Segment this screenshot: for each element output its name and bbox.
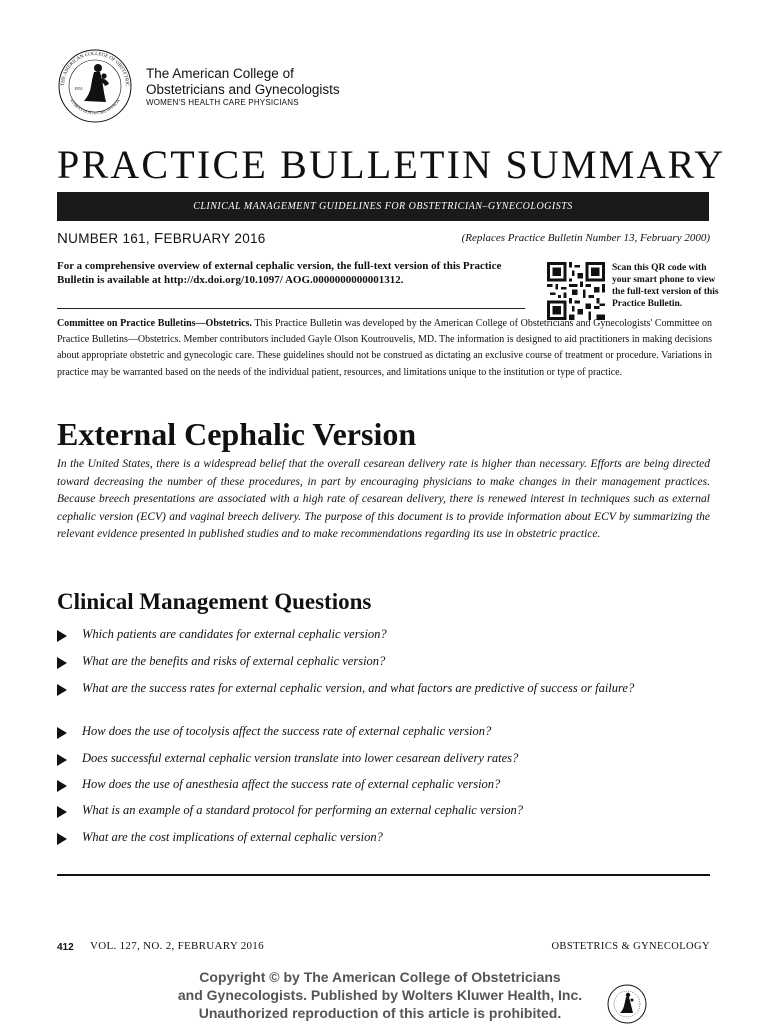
question-text: Does successful external cephalic version translate into lower cesarean delivery rates?: [82, 751, 519, 765]
committee-note: [57, 316, 712, 381]
full-text-access-note: For a comprehensive overview of external cephalic version, the full-text version of this Practice Bulletin is available at http://dx.doi.org/10.1097/ AOG.0000000000001312.: [57, 260, 502, 286]
bullet-triangle-icon: [57, 806, 67, 818]
question-text: What are the success rates for external cephalic version, and what factors are predictive of success or failure?: [82, 681, 635, 695]
svg-text:THE AMERICAN COLLEGE OF OBSTET: [54, 46, 129, 87]
copyright-line: Copyright © by The American College of Obstetricians: [199, 969, 561, 985]
copyright-line: and Gynecologists. Published by Wolters Kluwer Health, Inc.: [177, 987, 583, 1003]
seal-year: 1951: [74, 86, 83, 91]
bottom-divider: [57, 874, 710, 876]
committee-text: This Practice Bulletin was developed by the American College of Obstetricians and Gynecologists' Committee on Practice Bulletins—Obstetrics. Member contributors included Gayle Olson Koutrouvelis, MD. The information is designed to aid practitioners in making decisions about appropriate obstetric and gynecologic care. These guidelines should not be construed as dictating an exclusive course of treatment or procedure. Variations in practice may be warranted based on the needs of the individual patient, resources, and limitations unique to the institution or type of practice.: [57, 318, 712, 378]
question-item: [57, 653, 697, 670]
bulletin-title: PRACTICE BULLETIN SUMMARY: [57, 142, 726, 187]
committee-label: Committee on Practice Bulletins—Obstetrics.: [57, 318, 252, 329]
issue-month-initial: F: [153, 230, 164, 247]
bullet-triangle-icon: [57, 754, 67, 766]
question-text: How does the use of anesthesia affect the success rate of external cephalic version?: [82, 777, 501, 791]
question-item: [57, 723, 697, 740]
org-name: [146, 66, 340, 98]
bullet-triangle-icon: [57, 657, 67, 669]
replaces-note: (Replaces Practice Bulletin Number 13, February 2000): [461, 232, 710, 244]
question-item: [57, 802, 697, 819]
qr-code-icon[interactable]: [547, 262, 605, 320]
questions-heading: Clinical Management Questions: [57, 589, 372, 614]
footer-seal-logo: [606, 983, 648, 1025]
seal-ring-bottom-text: WOMEN'S HEALTH CARE PHYSICIA: [69, 98, 121, 116]
bullet-triangle-icon: [57, 630, 67, 642]
seal-ring-text: THE AMERICAN COLLEGE OF OBSTETRIC: [60, 51, 130, 87]
org-name-line2: Obstetricians and Gynecologists: [146, 82, 340, 97]
acog-seal-logo: [54, 46, 140, 124]
question-item: [57, 626, 697, 643]
article-abstract: In the United States, there is a widespread belief that the overall cesarean delivery rate is higher than necessary. Efforts are being directed toward decreasing the number of these procedures, in part by encouraging physicians to make changes in their management practices. Because breech presentations are associated with a high rate of cesarean delivery, there is renewed interest in techniques such as external cephalic version (ECV) and vaginal breech delivery. The purpose of this document is to provide information about ECV by summarizing the relevant evidence presented in published studies and to make recommendations regarding its use in obstetric practice.: [57, 458, 710, 541]
question-text: How does the use of tocolysis affect the success rate of external cephalic version?: [82, 724, 492, 738]
divider: [57, 308, 525, 309]
copyright-line: Unauthorized reproduction of this article is prohibited.: [198, 1005, 562, 1021]
bullet-triangle-icon: [57, 780, 67, 792]
question-item: [57, 750, 697, 767]
question-item: [57, 680, 697, 697]
page-number: 412: [57, 942, 74, 953]
guidelines-banner: CLINICAL MANAGEMENT GUIDELINES FOR OBSTETRICIAN–GYNECOLOGISTS: [57, 192, 709, 221]
question-text: What are the benefits and risks of external cephalic version?: [82, 654, 386, 668]
issue-date-text: EBRUARY 2016: [163, 231, 266, 246]
issue-number: [57, 230, 266, 247]
org-tagline: WOMEN'S HEALTH CARE PHYSICIANS: [146, 98, 299, 107]
issue-number-initial: N: [57, 230, 69, 247]
bullet-triangle-icon: [57, 833, 67, 845]
issue-number-text: UMBER 161,: [68, 231, 154, 246]
article-title: External Cephalic Version: [57, 416, 417, 452]
bullet-triangle-icon: [57, 684, 67, 696]
question-item: [57, 776, 697, 793]
journal-name: OBSTETRICS & GYNECOLOGY: [551, 941, 710, 952]
bullet-triangle-icon: [57, 727, 67, 739]
question-text: Which patients are candidates for external cephalic version?: [82, 627, 387, 641]
copyright-notice: [100, 968, 660, 1022]
mother-child-figure-icon: [84, 64, 109, 102]
volume-info: VOL. 127, NO. 2, FEBRUARY 2016: [90, 940, 264, 952]
org-name-line1: The American College of: [146, 66, 294, 81]
question-item: [57, 829, 697, 846]
qr-code-note: Scan this QR code with your smart phone to view the full-text version of this Practice Bulletin.: [612, 263, 719, 309]
question-text: What is an example of a standard protocol for performing an external cephalic version?: [82, 803, 524, 817]
question-text: What are the cost implications of external cephalic version?: [82, 830, 383, 844]
